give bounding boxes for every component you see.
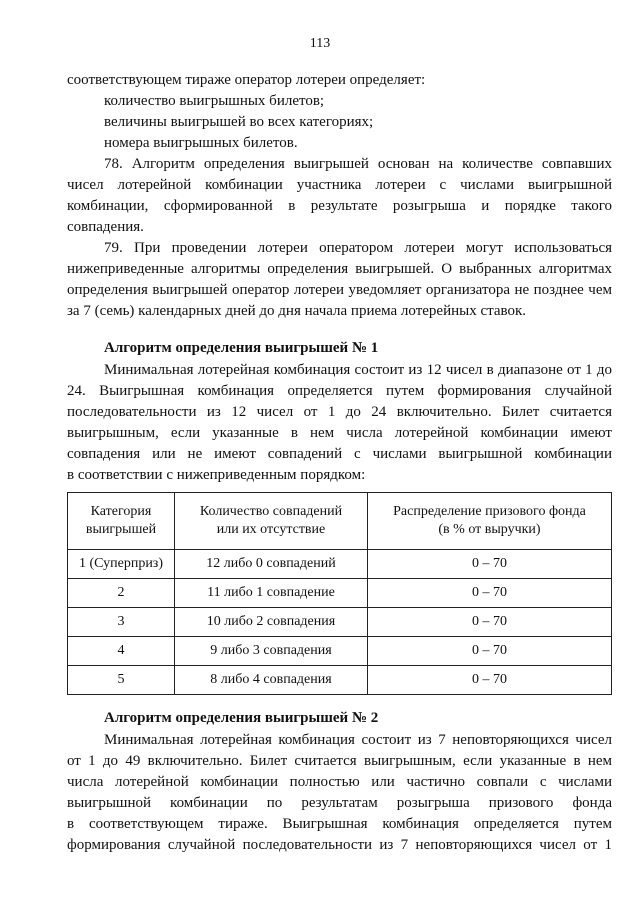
- algorithm-2-heading: Алгоритм определения выигрышей № 2: [104, 710, 379, 726]
- paragraph-79-line: за 7 (семь) календарных дней до дня начала приема лотерейных ставок.: [67, 303, 527, 319]
- paragraph-79-line: 79. При проведении лотереи оператором лотереи могут использоваться: [104, 240, 612, 256]
- page-number: 113: [309, 36, 331, 51]
- list-item: количество выигрышных билетов;: [104, 93, 325, 109]
- paragraph-79-line: нижеприведенные алгоритмы определения выигрышей. О выбранных алгоритмах: [67, 261, 612, 277]
- header-category: [68, 493, 175, 550]
- header-matches: [175, 493, 368, 550]
- paragraph-79-line: определения выигрышей оператор лотереи уведомляет организатора не позднее чем: [67, 282, 612, 298]
- algorithm-2-line: формирования случайной последовательности из 7 неповторяющихся чисел от 1: [67, 837, 612, 853]
- cell-category: 1 (Суперприз): [68, 550, 175, 579]
- cell-distribution: 0 – 70: [368, 637, 612, 666]
- table-row: [68, 550, 612, 579]
- cell-distribution: 0 – 70: [368, 608, 612, 637]
- cell-matches: 8 либо 4 совпадения: [175, 666, 368, 695]
- header-distribution: [368, 493, 612, 550]
- cell-matches: 12 либо 0 совпадений: [175, 550, 368, 579]
- intro-line: соответствующем тираже оператор лотереи определяет:: [67, 72, 426, 88]
- cell-category: 2: [68, 579, 175, 608]
- algorithm-1-line: 24. Выигрышная комбинация определяется путем формирования случайной: [67, 383, 612, 399]
- paragraph-78-line: 78. Алгоритм определения выигрышей основан на количестве совпавших: [104, 156, 612, 172]
- algorithm-2-line: Минимальная лотерейная комбинация состоит из 7 неповторяющихся чисел: [104, 732, 612, 748]
- header-text: Количество совпадений: [199, 504, 343, 519]
- table-row: [68, 637, 612, 666]
- paragraph-78-line: комбинации, сформированной в результате розыгрыша и порядке такого: [67, 198, 612, 214]
- header-text: или их отсутствие: [216, 522, 326, 537]
- algorithm-2-line: от 1 до 49 включительно. Билет считается выигрышным, если указанные в нем: [67, 753, 612, 769]
- prize-table: [67, 492, 612, 695]
- header-text: Распределение призового фонда: [393, 504, 586, 519]
- table-row: [68, 608, 612, 637]
- header-text: выигрышей: [85, 522, 157, 537]
- cell-matches: 11 либо 1 совпадение: [175, 579, 368, 608]
- algorithm-1-heading: Алгоритм определения выигрышей № 1: [104, 340, 379, 356]
- algorithm-1-line: Минимальная лотерейная комбинация состоит из 12 чисел в диапазоне от 1 до: [104, 362, 612, 378]
- header-text: (в % от выручки): [438, 522, 541, 537]
- cell-category: 3: [68, 608, 175, 637]
- cell-distribution: 0 – 70: [368, 579, 612, 608]
- algorithm-1-line: в соответствии с нижеприведенным порядком:: [67, 467, 366, 483]
- algorithm-2-line: числа лотерейной комбинации полностью или частично совпали с числами: [67, 774, 612, 790]
- cell-distribution: 0 – 70: [368, 550, 612, 579]
- paragraph-78-line: чисел лотерейной комбинации участника лотереи с числами выигрышной: [67, 177, 612, 193]
- cell-category: 5: [68, 666, 175, 695]
- header-text: Категория: [90, 504, 152, 519]
- table-header-row: [68, 493, 612, 550]
- list-item: величины выигрышей во всех категориях;: [104, 114, 374, 130]
- list-item: номера выигрышных билетов.: [104, 135, 298, 151]
- algorithm-1-line: последовательности из 12 чисел от 1 до 24 включительно. Билет считается: [67, 404, 612, 420]
- cell-category: 4: [68, 637, 175, 666]
- table-row: [68, 666, 612, 695]
- cell-matches: 9 либо 3 совпадения: [175, 637, 368, 666]
- algorithm-1-line: совпадения или не имеют совпадений с числами выигрышной комбинации: [67, 446, 612, 462]
- paragraph-78-line: совпадения.: [67, 219, 144, 235]
- algorithm-2-line: выигрышной комбинации по результатам розыгрыша призового фонда: [67, 795, 612, 811]
- algorithm-1-line: выигрышным, если указанные в нем числа лотерейной комбинации имеют: [67, 425, 612, 441]
- cell-distribution: 0 – 70: [368, 666, 612, 695]
- algorithm-2-line: в соответствующем тираже. Выигрышная комбинация определяется путем: [67, 816, 612, 832]
- table-row: [68, 579, 612, 608]
- cell-matches: 10 либо 2 совпадения: [175, 608, 368, 637]
